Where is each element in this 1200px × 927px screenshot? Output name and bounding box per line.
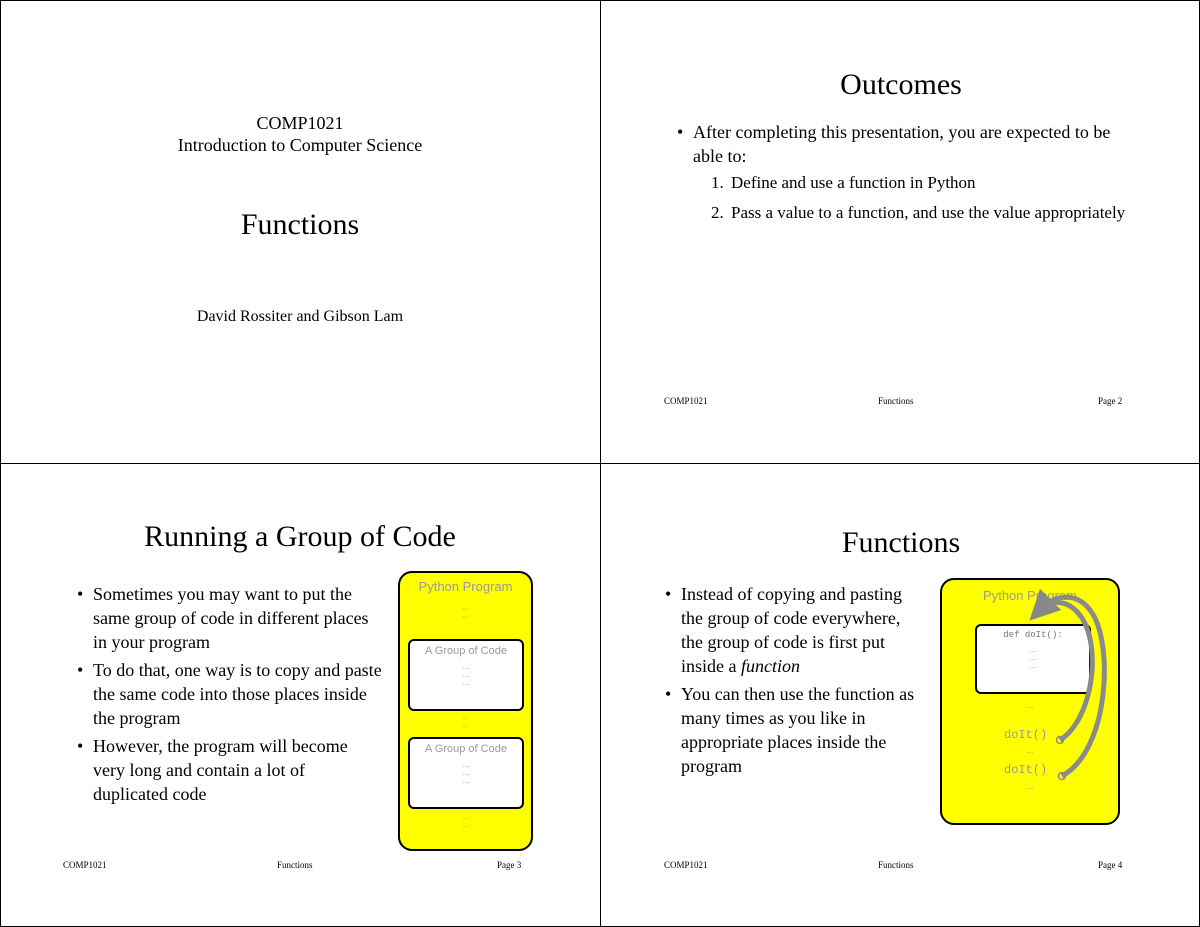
- footer-page: Page 2: [1098, 396, 1123, 406]
- authors: David Rossiter and Gibson Lam: [196, 308, 404, 325]
- slide-2: [601, 0, 1200, 463]
- def-line: def doIt():: [1003, 630, 1063, 640]
- footer-title: Functions: [277, 860, 313, 870]
- slide-1: [0, 0, 600, 463]
- footer-course: COMP1021: [664, 396, 708, 406]
- function-call: doIt(): [1004, 728, 1048, 742]
- group-label: A Group of Code: [425, 743, 507, 755]
- course-code: COMP1021: [256, 113, 344, 133]
- program-label: Python Program: [983, 588, 1077, 603]
- python-program-diagram: [940, 578, 1120, 825]
- ellipsis: ... ...: [462, 712, 469, 729]
- slide-4-bullets: [665, 582, 925, 782]
- slide-2-title: Outcomes: [840, 68, 962, 101]
- course-name: Introduction to Computer Science: [177, 135, 423, 155]
- bullet-item: • Instead of copying and pasting the group of code everywhere, the group of code is first put inside a function: [665, 584, 902, 676]
- bullet-item: • Sometimes you may want to put the same group of code in different places in your program: [77, 584, 369, 652]
- footer-page: Page 4: [1098, 860, 1123, 870]
- bullet-item: • You can then use the function as many times as you like in appropriate places inside the program: [665, 684, 915, 776]
- ellipsis: ...: [1026, 746, 1034, 755]
- footer-title: Functions: [878, 860, 914, 870]
- call-arrow: [1040, 602, 1092, 740]
- footer-course: COMP1021: [664, 860, 708, 870]
- ellipsis: ... ...: [462, 602, 469, 619]
- slide-3: [0, 464, 600, 927]
- outcomes-sublist: [693, 172, 1127, 224]
- slide-3-bullets: [77, 582, 383, 810]
- bullet-item: • However, the program will become very long and contain a lot of duplicated code: [77, 736, 348, 804]
- slide-4-title: Functions: [841, 526, 961, 559]
- function-term: function: [741, 656, 800, 676]
- footer-page: Page 3: [497, 860, 522, 870]
- call-arrow: [1046, 597, 1104, 776]
- function-definition-box: def doIt(): ... ... ...: [975, 624, 1091, 694]
- footer-course: COMP1021: [63, 860, 107, 870]
- python-program-diagram: [398, 571, 533, 851]
- bullet-item: • To do that, one way is to copy and paste the same code into those places inside the program: [77, 660, 382, 728]
- ellipsis: ...: [1026, 782, 1034, 791]
- function-call: doIt(): [1004, 763, 1048, 777]
- ellipsis: ...: [1026, 701, 1034, 710]
- outcome-item: 1. Define and use a function in Python: [711, 173, 976, 192]
- outcomes-list: [677, 120, 1127, 232]
- slide-1-title: Functions: [240, 208, 360, 241]
- outcomes-bullet: • After completing this presentation, you are expected to be able to: 1. Define and use a function in Python 2. Pass a value to a function, and use the value appropriately: [677, 122, 1126, 222]
- footer-title: Functions: [878, 396, 914, 406]
- ellipsis: ... ...: [462, 812, 469, 829]
- code-group-box: A Group of Code ... ... ...: [408, 639, 524, 711]
- outcome-item: 2. Pass a value to a function, and use the value appropriately: [711, 203, 1126, 222]
- slide-3-title: Running a Group of Code: [144, 520, 456, 553]
- slide-4: [601, 464, 1200, 927]
- call-arrows: [942, 580, 1118, 823]
- course-heading: [0, 112, 600, 156]
- program-label: Python Program: [418, 579, 513, 594]
- group-label: A Group of Code: [425, 645, 507, 657]
- code-group-box: A Group of Code ... ... ...: [408, 737, 524, 809]
